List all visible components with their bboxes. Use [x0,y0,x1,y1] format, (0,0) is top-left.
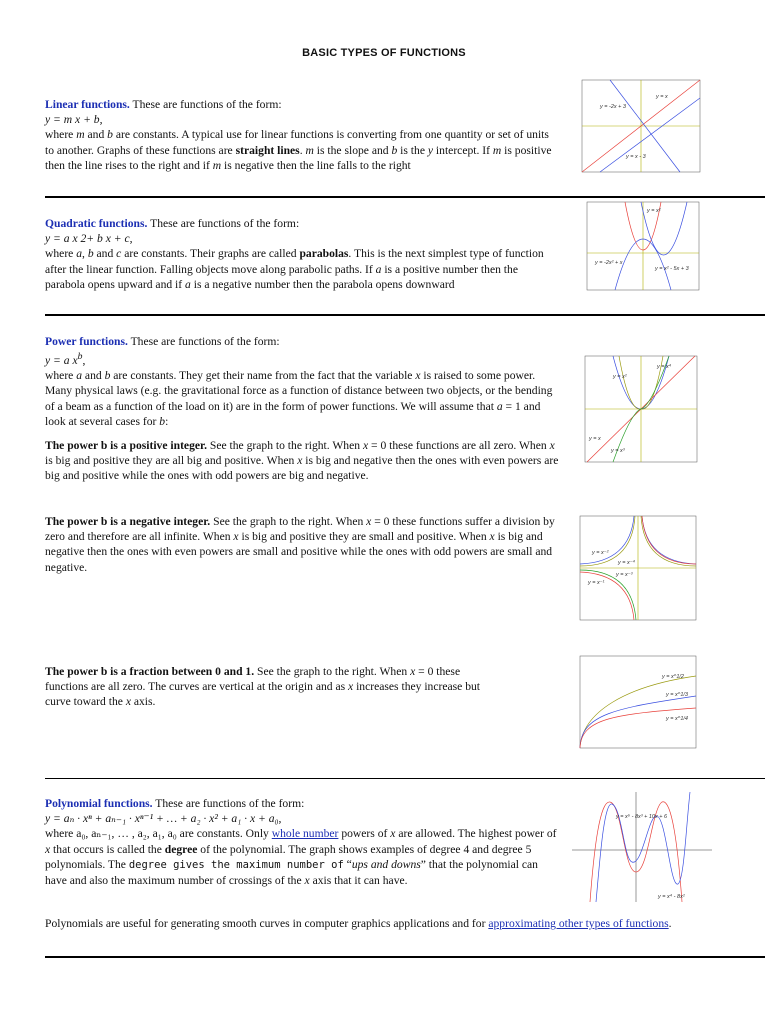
var: y [427,143,434,157]
linear-graph [570,76,705,182]
graph-label: y = x⁵ - 8x³ + 10x + 6 [616,814,668,820]
power-formula: y = a x [45,354,78,368]
var: b [87,247,94,261]
text: and [82,369,105,383]
graph-label: y = x - 3 [626,154,646,160]
bold-term: straight lines [235,143,300,157]
text: where [45,247,77,261]
text: These are functions of the form: [147,217,300,230]
var: m [76,128,85,142]
polynomial-note [45,916,745,931]
var: b [159,414,166,428]
linear-heading: Linear functions. [45,98,130,111]
text: are constants. Their graphs are called [121,247,300,261]
text: . [299,143,306,157]
text: is the [397,143,428,157]
divider [45,956,765,958]
graph-label: y = x⁴ - 8x² [658,894,685,900]
text: . [668,917,672,930]
polynomial-formula: y = aₙ · xⁿ + aₙ₋₁ · xⁿ⁻¹ + … + a₂ · x² + a₁ · x + a₀, [45,812,282,826]
graph-label: y = -2x + 3 [600,104,626,110]
graph-label: y = x^1/4 [666,716,688,722]
power-heading: Power functions. [45,335,128,348]
graph-label: y = x⁻² [592,550,609,556]
whole-number-link[interactable]: whole number [271,827,339,841]
divider [45,314,765,316]
var: x [366,515,372,528]
text: is negative then the line falls to the right [221,158,411,172]
text: is big and negative then the ones with even powers are big and positive while the ones with odd powers are big and negative. [45,454,559,483]
text: are constants. They get their name from the fact that the variable [110,369,416,383]
text: are constants. A typical use for linear functions is converting from one quantity or set of units to another. Graphs of these functions are [45,128,549,157]
text: is a positive number then the parabola opens upward and if [45,262,518,291]
var: a [375,262,382,276]
quadratic-formula: y = a x 2+ b x + c, [45,232,133,246]
text: is big and positive they are small and positive. When [238,530,490,544]
text: , [82,354,86,368]
text: Polynomials are useful for generating smooth curves in computer graphics applications and for [45,917,489,930]
exponent: b [77,351,83,363]
text: See the graph to the right. When [207,439,363,452]
linear-lead: These are functions of the form: [129,98,282,111]
var: x [45,842,51,856]
text: that occurs is called the [50,842,165,856]
var: x [125,695,131,709]
linear-section [45,97,560,173]
text: = 0 these functions suffer a division by zero and therefore are all infinite. When [45,515,555,544]
var: x [390,827,396,841]
graph-label: y = x⁴ [657,364,672,370]
negative-integer-section [45,514,560,575]
var: x [410,665,416,678]
text: where a₀, aₙ₋₁, … , a₂, a₁, a₀ are constants. Only [45,827,272,841]
var: m [305,143,314,157]
text: axis that it can have. [309,874,408,888]
text: , [82,247,88,261]
text: = 0 these functions are all zero. When [368,439,550,452]
mono-text: degree gives the maximum number of [128,858,344,871]
fraction-section [45,664,505,710]
graph-label: y = -2x² + x [595,260,623,266]
graph-label: y = x³ [611,448,625,454]
var: m [492,143,502,157]
text: is positive then the line rises to the right and if [45,143,552,172]
text: ” that the polynomial can have and also the maximum number of crossings of the [45,857,538,888]
subheading: The power b is a positive integer. [45,439,207,452]
approximating-link[interactable]: approximating other types of functions [488,917,669,930]
text: See the graph to the right. When [254,665,411,678]
text: and [84,128,108,142]
graph-label: y = x^1/2 [662,674,684,680]
graph-label: y = x² [613,374,627,380]
text: = 1 and look at several cases for [45,399,541,428]
polynomial-heading: Polynomial functions. [45,797,153,810]
text: is a negative number then the parabola opens downward [190,277,455,291]
graph-label: y = x² - 5x + 3 [655,266,689,272]
var: a [185,277,191,291]
text: powers of [338,827,391,841]
var: c [116,247,122,261]
var: a [76,369,83,383]
text: and [93,247,117,261]
graph-label: y = x [656,94,668,100]
text: These are functions of the form: [152,797,305,810]
text: are allowed. The highest power of [395,827,557,841]
var: x [415,369,421,383]
var: x [549,439,555,452]
bold-term: parabolas [299,247,349,261]
quadratic-graph [575,198,705,300]
text: of the polynomial. The graph shows examples of degree 4 and degree 5 polynomials. The [45,842,532,871]
subheading: The power b is a fraction between 0 and 1. [45,665,255,678]
graph-label: y = x⁻³ [616,572,633,578]
positive-power-graph [573,352,705,476]
text: = 0 these functions are all zero. The curves are vertical at the origin and as [45,665,461,694]
var: x [348,680,354,694]
graph-label: y = x² [647,208,661,214]
var: x [304,874,310,888]
text: where [45,369,77,383]
graph-label: y = x⁻¹ [588,580,605,586]
text: : [165,414,169,428]
text: These are functions of the form: [127,335,280,348]
quadratic-heading: Quadratic functions. [45,217,148,230]
text: is the slope and [313,143,392,157]
polynomial-section [45,796,560,888]
quadratic-section [45,216,560,292]
text: axis. [130,695,156,709]
var: x [362,439,369,452]
text: . This is the next simplest type of function after the linear function. Falling objects move along parabolic paths. If [45,247,544,276]
text: is big and negative then the ones with even powers are small and positive while the ones with odd powers are small and negative. [45,530,553,574]
var: m [212,158,222,172]
text: is raised to some power. Many physical laws (e.g. the gravitational force as a function of distance between two objects, or the bending of a beam as a function of the load on it) are in the form of power functions. We will assume that [45,369,553,413]
var: a [76,247,83,261]
fraction-power-graph [566,652,706,764]
power-section [45,334,560,429]
divider [45,778,765,779]
polynomial-graph [566,788,716,906]
subheading: The power b is a negative integer. [45,515,211,528]
var: b [104,369,111,383]
text: intercept. If [433,143,493,157]
text: is big and positive they are all big and positive. When [45,454,298,468]
text: “ [343,857,352,871]
italic-text: ups and downs [351,857,421,871]
page-title: BASIC TYPES OF FUNCTIONS [302,47,466,59]
text: where [45,128,77,142]
var: x [233,530,239,544]
var: b [391,143,398,157]
var: b [107,128,113,142]
text: See the graph to the right. When [210,515,367,528]
var: x [297,454,303,468]
var: a [496,399,503,413]
text: increases they increase but curve toward the [45,680,481,709]
graph-label: y = x [589,436,601,442]
graph-label: y = x^1/3 [666,692,688,698]
negative-power-graph [566,512,706,636]
graph-label: y = x⁻⁴ [618,560,636,566]
bold-term: degree [164,842,198,856]
var: x [489,530,495,544]
positive-integer-section [45,438,560,484]
linear-formula: y = m x + b, [45,113,103,127]
